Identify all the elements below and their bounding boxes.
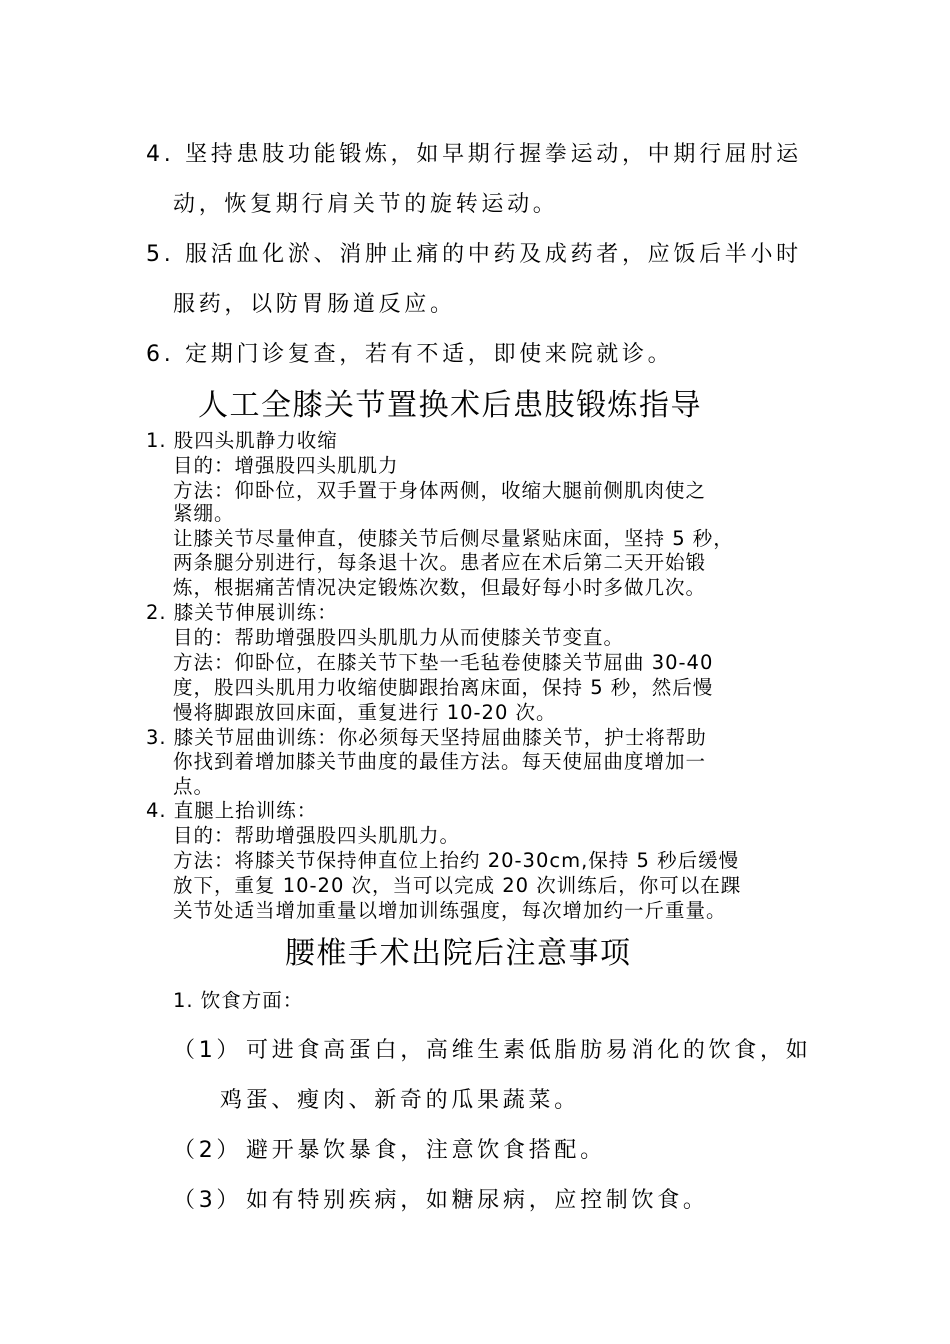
knee-section-title: 人工全膝关节置换术后患肢锻炼指导	[198, 388, 702, 423]
knee-item-1-method-2: 紧绷。	[173, 502, 235, 525]
item-6-line-1: 6. 定期门诊复查，若有不适，即使来院就诊。	[146, 342, 674, 367]
knee-item-2-heading: 2. 膝关节伸展训练：	[146, 601, 338, 624]
knee-item-3-line-1: 3. 膝关节屈曲训练：你必须每天坚持屈曲膝关节，护士将帮助	[146, 726, 707, 749]
item-4-line-1: 4. 坚持患肢功能锻炼，如早期行握拳运动，中期行屈肘运	[146, 142, 802, 167]
knee-item-4-heading: 4. 直腿上抬训练：	[146, 799, 318, 822]
item-5-line-2: 服药，以防胃肠道反应。	[173, 292, 456, 317]
diet-1-marker: （1）	[173, 1038, 243, 1063]
knee-item-2-method-2: 度，股四头肌用力收缩使脚跟抬离床面，保持 5 秒，然后慢	[173, 676, 714, 699]
knee-item-1-method-3: 让膝关节尽量伸直，使膝关节后侧尽量紧贴床面，坚持 5 秒，	[173, 527, 734, 550]
knee-item-2-purpose: 目的：帮助增强股四头肌肌力从而使膝关节变直。	[173, 626, 625, 649]
knee-item-1-purpose: 目的：增强股四头肌肌力	[173, 454, 399, 477]
knee-item-2-method-1: 方法：仰卧位，在膝关节下垫一毛毡卷使膝关节屈曲 30-40	[173, 651, 714, 674]
knee-item-4-purpose: 目的：帮助增强股四头肌肌力。	[173, 824, 461, 847]
diet-2-text: 避开暴饮暴食，注意饮食搭配。	[246, 1138, 606, 1163]
knee-item-4-method-2: 放下，重复 10-20 次，当可以完成 20 次训练后，你可以在踝	[173, 874, 742, 897]
diet-heading: 1. 饮食方面：	[173, 989, 304, 1012]
lumbar-section-title: 腰椎手术出院后注意事项	[285, 936, 632, 971]
knee-item-2-method-3: 慢将脚跟放回床面，重复进行 10-20 次。	[173, 701, 557, 724]
diet-3-text: 如有特别疾病，如糖尿病，应控制饮食。	[246, 1188, 709, 1213]
knee-item-3-line-3: 点。	[173, 775, 215, 798]
knee-item-4-method-3: 关节处适当增加重量以增加训练强度，每次增加约一斤重量。	[173, 899, 727, 922]
knee-item-1-heading: 1. 股四头肌静力收缩	[146, 429, 338, 452]
item-5-line-1: 5. 服活血化淤、消肿止痛的中药及成药者，应饭后半小时	[146, 242, 802, 267]
knee-item-3-line-2: 你找到着增加膝关节曲度的最佳方法。每天使屈曲度增加一	[173, 750, 707, 773]
diet-1-line-2: 鸡蛋、瘦肉、新奇的瓜果蔬菜。	[220, 1088, 580, 1113]
knee-item-1-method-1: 方法：仰卧位，双手置于身体两侧，收缩大腿前侧肌肉使之	[173, 479, 707, 502]
knee-item-1-method-4: 两条腿分别进行，每条退十次。患者应在术后第二天开始锻	[173, 551, 707, 574]
knee-item-1-method-5: 炼，根据痛苦情况决定锻炼次数，但最好每小时多做几次。	[173, 576, 707, 599]
knee-item-4-method-1: 方法：将膝关节保持伸直位上抬约 20-30cm,保持 5 秒后缓慢	[173, 849, 740, 872]
item-4-line-2: 动，恢复期行肩关节的旋转运动。	[173, 192, 559, 217]
diet-3-marker: （3）	[173, 1188, 243, 1213]
diet-1-line-1: 可进食高蛋白，高维生素低脂肪易消化的饮食，如	[246, 1038, 812, 1063]
diet-2-marker: （2）	[173, 1138, 243, 1163]
